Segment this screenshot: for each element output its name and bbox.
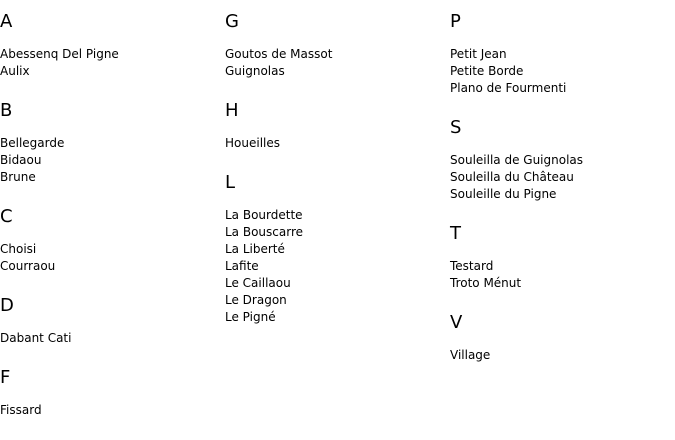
letter-heading: C xyxy=(0,206,13,227)
place-name-item[interactable]: Dabant Cati xyxy=(0,331,72,345)
place-name-item[interactable]: Souleille du Pigne xyxy=(450,187,557,201)
place-name-item[interactable]: Goutos de Massot xyxy=(225,47,333,61)
place-name-item[interactable]: Petit Jean xyxy=(450,47,507,61)
place-name-item[interactable]: Souleilla de Guignolas xyxy=(450,153,584,167)
place-name-item[interactable]: La Bouscarre xyxy=(225,225,304,239)
place-name-list xyxy=(225,135,445,152)
place-name-item[interactable]: Guignolas xyxy=(225,64,285,78)
place-name-item[interactable]: La Liberté xyxy=(225,242,285,256)
place-name-item[interactable]: Fissard xyxy=(0,403,42,417)
place-name-item[interactable]: Brune xyxy=(0,170,36,184)
letter-heading: S xyxy=(450,117,462,138)
place-name-item[interactable]: La Bourdette xyxy=(225,208,303,222)
letter-group-l xyxy=(225,173,445,326)
letter-heading: T xyxy=(450,223,461,244)
place-name-item[interactable]: Houeilles xyxy=(225,136,280,150)
place-name-item[interactable]: Le Caillaou xyxy=(225,276,291,290)
place-name-list xyxy=(450,258,670,292)
letter-group-g xyxy=(225,12,445,80)
letter-group-c xyxy=(0,207,220,275)
index-column-1 xyxy=(0,12,220,440)
place-name-list xyxy=(450,347,670,364)
place-name-item[interactable]: Aulix xyxy=(0,64,30,78)
letter-heading: G xyxy=(225,11,239,32)
letter-heading: F xyxy=(0,367,11,388)
letter-group-v xyxy=(450,313,670,364)
place-name-item[interactable]: Le Pigné xyxy=(225,310,276,324)
place-name-list xyxy=(450,152,670,203)
letter-group-a xyxy=(0,12,220,80)
place-name-item[interactable]: Bellegarde xyxy=(0,136,65,150)
place-name-list xyxy=(450,46,670,97)
letter-heading: P xyxy=(450,11,461,32)
place-name-list xyxy=(0,241,220,275)
place-name-item[interactable]: Le Dragon xyxy=(225,293,287,307)
letter-heading: L xyxy=(225,172,236,193)
place-name-item[interactable]: Abessenq Del Pigne xyxy=(0,47,119,61)
place-name-item[interactable]: Souleilla du Château xyxy=(450,170,574,184)
place-name-list xyxy=(0,402,220,419)
letter-group-s xyxy=(450,118,670,203)
letter-group-b xyxy=(0,101,220,186)
place-name-list xyxy=(225,46,445,80)
place-name-list xyxy=(0,330,220,347)
letter-heading: B xyxy=(0,100,13,121)
letter-heading: A xyxy=(0,11,13,32)
place-name-item[interactable]: Plano de Fourmenti xyxy=(450,81,567,95)
letter-heading: H xyxy=(225,100,239,121)
letter-group-p xyxy=(450,12,670,97)
index-column-2 xyxy=(225,12,445,347)
place-name-item[interactable]: Troto Ménut xyxy=(450,276,522,290)
letter-group-f xyxy=(0,368,220,419)
index-column-3 xyxy=(450,12,670,385)
letter-group-h xyxy=(225,101,445,152)
letter-group-d xyxy=(0,296,220,347)
letter-heading: D xyxy=(0,295,14,316)
letter-heading: V xyxy=(450,312,463,333)
place-name-item[interactable]: Petite Borde xyxy=(450,64,524,78)
place-name-item[interactable]: Village xyxy=(450,348,491,362)
place-name-list xyxy=(0,135,220,186)
place-name-list xyxy=(225,207,445,326)
place-name-list xyxy=(0,46,220,80)
letter-group-t xyxy=(450,224,670,292)
place-name-item[interactable]: Lafite xyxy=(225,259,259,273)
place-name-item[interactable]: Testard xyxy=(450,259,494,273)
place-name-item[interactable]: Choisi xyxy=(0,242,37,256)
place-name-item[interactable]: Bidaou xyxy=(0,153,42,167)
place-name-item[interactable]: Courraou xyxy=(0,259,56,273)
